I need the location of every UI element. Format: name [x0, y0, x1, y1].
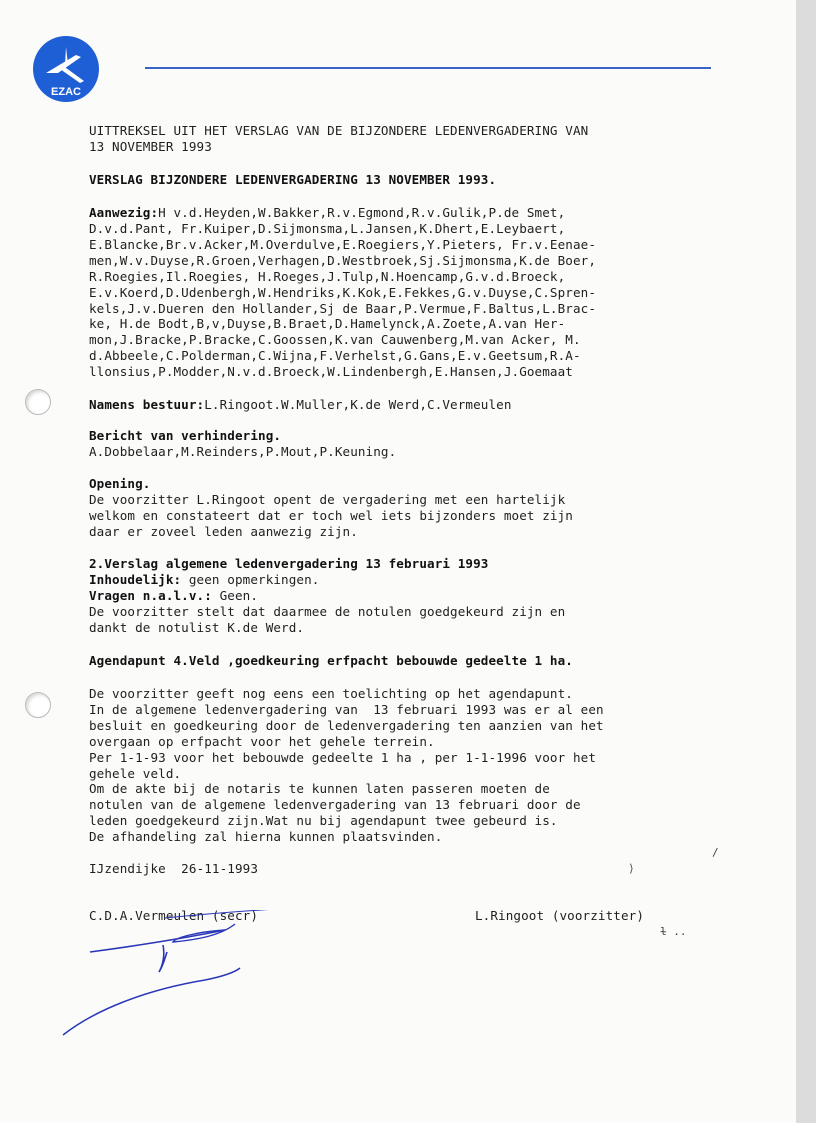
- place-date: IJzendijke 26-11-1993: [89, 861, 259, 876]
- ink-mark: ɫ ..: [660, 925, 687, 938]
- body-line: mon,J.Bracke,P.Bracke,C.Goossen,K.van Cauwenberg,M.van Acker, M.: [89, 332, 581, 348]
- punch-hole: [25, 692, 51, 718]
- bestuur-text: L.Ringoot.W.Muller,K.de Werd,C.Vermeulen: [204, 397, 512, 412]
- punch-hole: [25, 389, 51, 415]
- body-line: ke, H.de Bodt,B,v,Duyse,B.Braet,D.Hamelynck,A.Zoete,A.van Her-: [89, 316, 566, 332]
- body-line: gehele veld.: [89, 765, 182, 781]
- body-line: De afhandeling zal hierna kunnen plaatsvinden.: [89, 829, 443, 845]
- bestuur-line: [89, 397, 512, 413]
- ink-mark: /: [712, 846, 719, 859]
- verhindering-title: Bericht van verhindering.: [89, 428, 282, 443]
- aanwezig-line: [89, 205, 565, 221]
- body-line: welkom en constateert dat er toch wel iets bijzonders moet zijn: [89, 507, 573, 523]
- page-edge: [796, 0, 816, 1123]
- inhoud-text: geen opmerkingen.: [181, 572, 320, 587]
- agendapunt-title: Agendapunt 4.Veld ,goedkeuring erfpacht bebouwde gedeelte 1 ha.: [89, 653, 573, 668]
- body-line: kels,J.v.Dueren den Hollander,Sj de Baar,P.Vermue,F.Baltus,L.Brac-: [89, 300, 597, 316]
- logo-text: EZAC: [51, 86, 81, 98]
- signature-right-label: L.Ringoot (voorzitter): [475, 908, 645, 923]
- body-line: llonsius,P.Modder,N.v.d.Broeck,W.Lindenbergh,E.Hansen,J.Goemaat: [89, 364, 573, 380]
- body-line: Om de akte bij de notaris te kunnen laten passeren moeten de: [89, 781, 550, 797]
- body-line: De voorzitter stelt dat daarmee de notulen goedgekeurd zijn en: [89, 604, 566, 619]
- body-line: De voorzitter L.Ringoot opent de vergadering met een hartelijk: [89, 492, 566, 507]
- handwritten-signature-icon: [55, 910, 315, 1040]
- ezac-logo-icon: [32, 35, 100, 103]
- body-line: leden goedgekeurd zijn.Wat nu bij agendapunt twee gebeurd is.: [89, 813, 558, 829]
- opening-title: Opening.: [89, 476, 151, 491]
- body-line: daar er zoveel leden aanwezig zijn.: [89, 523, 358, 539]
- vragen-text: Geen.: [211, 588, 259, 603]
- body-line: In de algemene ledenvergadering van 13 februari 1993 was er al een: [89, 701, 604, 717]
- header-line: UITTREKSEL UIT HET VERSLAG VAN DE BIJZONDERE LEDENVERGADERING VAN: [89, 123, 589, 138]
- inhoud-label: Inhoudelijk:: [89, 572, 182, 587]
- header-line: 13 NOVEMBER 1993: [89, 139, 212, 154]
- body-line: men,W.v.Duyse,R.Groen,Verhagen,D.Westbroek,Sj.Sijmonsma,K.de Boer,: [89, 252, 597, 268]
- body-line: E.Blancke,Br.v.Acker,M.Overdulve,E.Roegiers,Y.Pieters, Fr.v.Eenae-: [89, 236, 597, 252]
- body-line: E.v.Koerd,D.Udenbergh,W.Hendriks,K.Kok,E.Fekkes,G.v.Duyse,C.Spren-: [89, 284, 597, 300]
- aanwezig-label: Aanwezig:: [89, 205, 159, 220]
- bestuur-label: Namens bestuur:: [89, 397, 205, 412]
- header-rule: [145, 67, 711, 69]
- body-line: De voorzitter geeft nog eens een toelichting op het agendapunt.: [89, 686, 573, 701]
- inhoud-line: [89, 572, 319, 588]
- vragen-label: Vragen n.a.l.v.:: [89, 588, 212, 603]
- body-line: overgaan op erfpacht voor het gehele terrein.: [89, 733, 435, 749]
- verhindering-text: A.Dobbelaar,M.Reinders,P.Mout,P.Keuning.: [89, 444, 397, 459]
- aanwezig-first: H v.d.Heyden,W.Bakker,R.v.Egmond,R.v.Gulik,P.de Smet,: [158, 205, 566, 220]
- body-line: notulen van de algemene ledenvergadering van 13 februari door de: [89, 797, 581, 813]
- body-line: d.Abbeele,C.Polderman,C.Wijna,F.Verhelst,G.Gans,E.v.Geetsum,R.A-: [89, 348, 581, 364]
- ink-mark: ⟩: [628, 862, 635, 875]
- body-line: D.v.d.Pant, Fr.Kuiper,D.Sijmonsma,L.Jansen,K.Dhert,E.Leybaert,: [89, 221, 566, 236]
- body-line: dankt de notulist K.de Werd.: [89, 619, 305, 635]
- verslag-title: 2.Verslag algemene ledenvergadering 13 februari 1993: [89, 556, 489, 571]
- document-title: VERSLAG BIJZONDERE LEDENVERGADERING 13 NOVEMBER 1993.: [89, 172, 497, 187]
- body-line: Per 1-1-93 voor het bebouwde gedeelte 1 ha , per 1-1-1996 voor het: [89, 749, 597, 765]
- signature-left-label: C.D.A.Vermeulen (secr): [89, 908, 259, 923]
- vragen-line: [89, 588, 258, 604]
- body-line: besluit en goedkeuring door de ledenvergadering ten aanzien van het: [89, 717, 604, 733]
- body-line: R.Roegies,Il.Roegies, H.Roeges,J.Tulp,N.Hoencamp,G.v.d.Broeck,: [89, 268, 566, 284]
